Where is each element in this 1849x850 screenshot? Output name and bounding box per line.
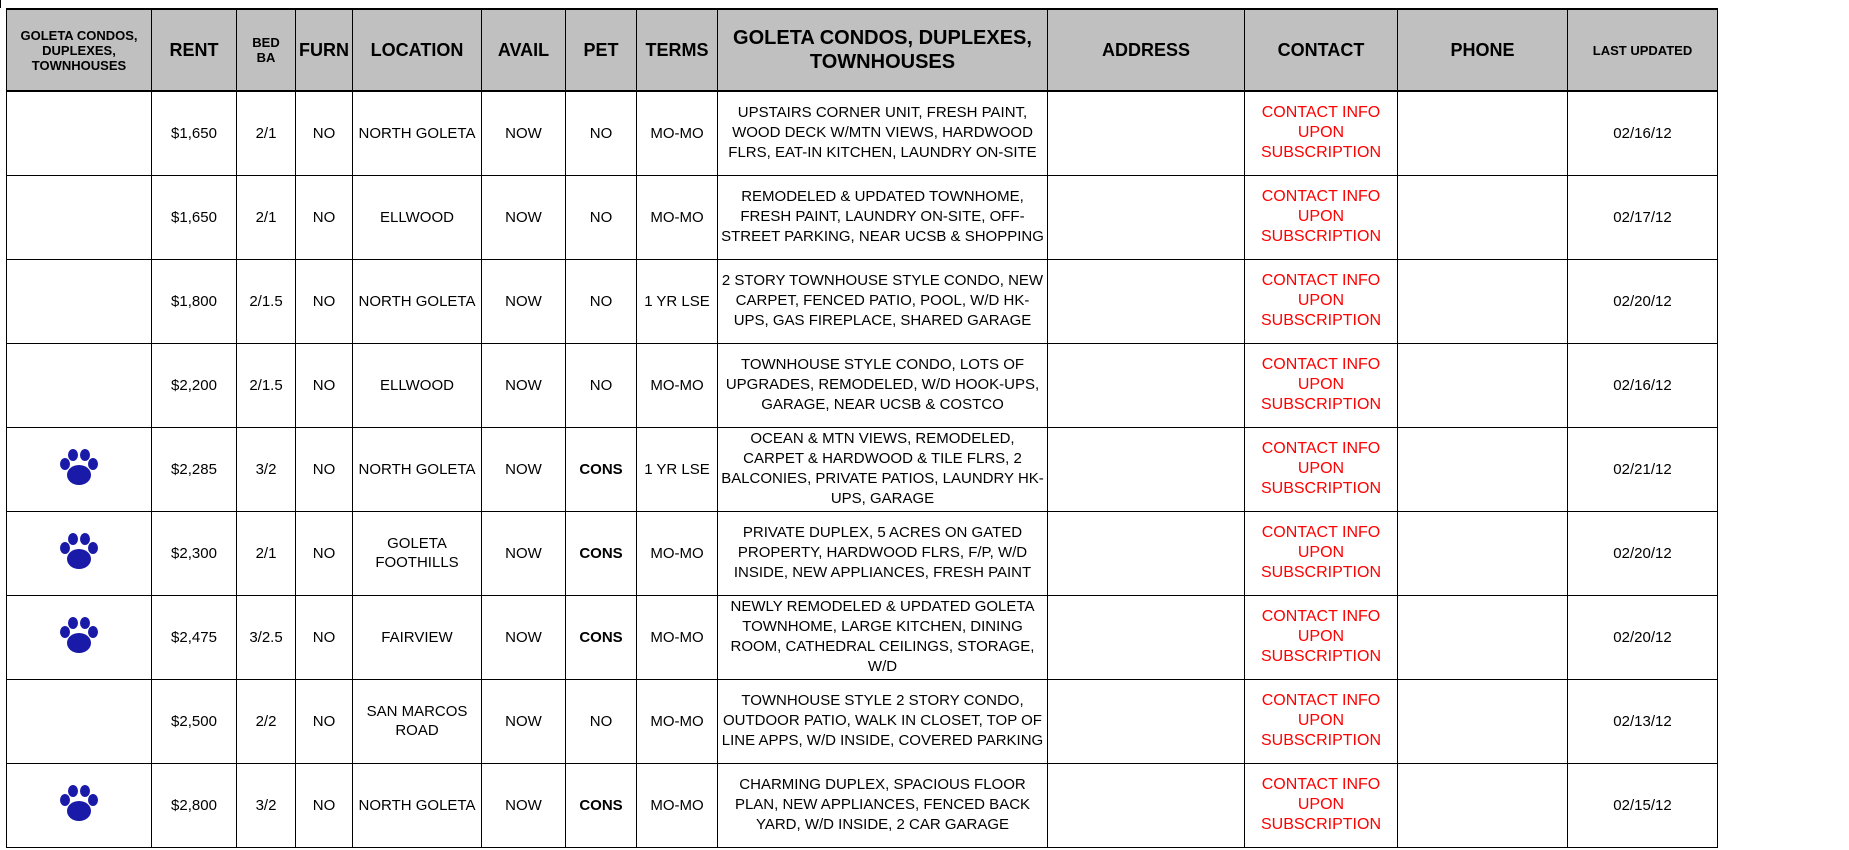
- description-cell[interactable]: UPSTAIRS CORNER UNIT, FRESH PAINT, WOOD DECK W/MTN VIEWS, HARDWOOD FLRS, EAT-IN KITCHEN, LAUNDRY ON-SITE: [718, 91, 1048, 175]
- pet-cell[interactable]: [7, 679, 152, 763]
- header-location[interactable]: LOCATION: [353, 9, 482, 91]
- last-updated-cell[interactable]: 02/17/12: [1568, 175, 1718, 259]
- furn-cell[interactable]: NO: [296, 175, 353, 259]
- header-bed: BED: [252, 35, 280, 50]
- bed-ba-cell[interactable]: 2/1.5: [237, 259, 296, 343]
- header-phone[interactable]: PHONE: [1398, 9, 1568, 91]
- furn-cell[interactable]: NO: [296, 763, 353, 847]
- rent-cell[interactable]: $2,200: [152, 343, 237, 427]
- last-updated-cell[interactable]: 02/21/12: [1568, 427, 1718, 511]
- avail-cell[interactable]: NOW: [482, 91, 566, 175]
- header-pet[interactable]: PET: [566, 9, 637, 91]
- header-rent[interactable]: RENT: [152, 9, 237, 91]
- rent-cell[interactable]: $2,500: [152, 679, 237, 763]
- furn-cell[interactable]: NO: [296, 343, 353, 427]
- avail-cell[interactable]: NOW: [482, 595, 566, 679]
- phone-cell[interactable]: [1398, 763, 1568, 847]
- description-cell[interactable]: OCEAN & MTN VIEWS, REMODELED, CARPET & HARDWOOD & TILE FLRS, 2 BALCONIES, PRIVATE PATIOS, LAUNDRY HK-UPS, GARAGE: [718, 427, 1048, 511]
- terms-cell[interactable]: MO-MO: [637, 343, 718, 427]
- pet-cell[interactable]: [7, 427, 152, 511]
- phone-cell[interactable]: [1398, 175, 1568, 259]
- contact-cell[interactable]: CONTACT INFO UPON SUBSCRIPTION: [1245, 91, 1398, 175]
- table-row: [7, 91, 1718, 175]
- pet-cell[interactable]: [7, 511, 152, 595]
- rent-cell[interactable]: $1,650: [152, 175, 237, 259]
- address-cell[interactable]: [1048, 259, 1245, 343]
- rent-cell[interactable]: $1,650: [152, 91, 237, 175]
- last-updated-cell[interactable]: 02/16/12: [1568, 343, 1718, 427]
- description-cell[interactable]: TOWNHOUSE STYLE CONDO, LOTS OF UPGRADES, REMODELED, W/D HOOK-UPS, GARAGE, NEAR UCSB & COSTCO: [718, 343, 1048, 427]
- phone-cell[interactable]: [1398, 427, 1568, 511]
- location-cell[interactable]: FAIRVIEW: [353, 595, 482, 679]
- bed-ba-cell[interactable]: 3/2: [237, 763, 296, 847]
- last-updated-cell[interactable]: 02/20/12: [1568, 511, 1718, 595]
- avail-cell[interactable]: NOW: [482, 343, 566, 427]
- location-cell[interactable]: GOLETA FOOTHILLS: [353, 511, 482, 595]
- header-contact[interactable]: CONTACT: [1245, 9, 1398, 91]
- pet-cell[interactable]: [7, 595, 152, 679]
- terms-cell[interactable]: 1 YR LSE: [637, 259, 718, 343]
- location-cell[interactable]: ELLWOOD: [353, 343, 482, 427]
- pet-policy-cell[interactable]: CONS: [566, 595, 637, 679]
- address-cell[interactable]: [1048, 175, 1245, 259]
- furn-cell[interactable]: NO: [296, 511, 353, 595]
- location-cell[interactable]: NORTH GOLETA: [353, 259, 482, 343]
- table-row: [7, 259, 1718, 343]
- rent-cell[interactable]: $2,300: [152, 511, 237, 595]
- paw-print-icon: [56, 783, 102, 823]
- bed-ba-cell[interactable]: 3/2: [237, 427, 296, 511]
- terms-cell[interactable]: MO-MO: [637, 763, 718, 847]
- last-updated-cell[interactable]: 02/13/12: [1568, 679, 1718, 763]
- contact-cell[interactable]: CONTACT INFO UPON SUBSCRIPTION: [1245, 763, 1398, 847]
- bed-ba-cell[interactable]: 2/1: [237, 91, 296, 175]
- contact-cell[interactable]: CONTACT INFO UPON SUBSCRIPTION: [1245, 679, 1398, 763]
- pet-policy-cell[interactable]: CONS: [566, 427, 637, 511]
- header-address[interactable]: ADDRESS: [1048, 9, 1245, 91]
- table-row: [7, 343, 1718, 427]
- avail-cell[interactable]: NOW: [482, 511, 566, 595]
- location-cell[interactable]: NORTH GOLETA: [353, 427, 482, 511]
- pet-policy-cell[interactable]: CONS: [566, 763, 637, 847]
- pet-cell[interactable]: [7, 91, 152, 175]
- furn-cell[interactable]: NO: [296, 259, 353, 343]
- description-cell[interactable]: 2 STORY TOWNHOUSE STYLE CONDO, NEW CARPET, FENCED PATIO, POOL, W/D HK-UPS, GAS FIREPLACE, SHARED GARAGE: [718, 259, 1048, 343]
- description-cell[interactable]: REMODELED & UPDATED TOWNHOME, FRESH PAINT, LAUNDRY ON-SITE, OFF-STREET PARKING, NEAR UCSB & SHOPPING: [718, 175, 1048, 259]
- pet-cell[interactable]: [7, 763, 152, 847]
- furn-cell[interactable]: NO: [296, 91, 353, 175]
- bed-ba-cell[interactable]: 3/2.5: [237, 595, 296, 679]
- last-updated-cell[interactable]: 02/15/12: [1568, 763, 1718, 847]
- last-updated-cell[interactable]: 02/20/12: [1568, 259, 1718, 343]
- avail-cell[interactable]: NOW: [482, 427, 566, 511]
- pet-cell[interactable]: [7, 343, 152, 427]
- bed-ba-cell[interactable]: 2/1: [237, 175, 296, 259]
- rent-cell[interactable]: $2,285: [152, 427, 237, 511]
- paw-print-icon: [56, 447, 102, 487]
- phone-cell[interactable]: [1398, 343, 1568, 427]
- description-cell[interactable]: TOWNHOUSE STYLE 2 STORY CONDO, OUTDOOR PATIO, WALK IN CLOSET, TOP OF LINE APPS, W/D INSIDE, COVERED PARKING: [718, 679, 1048, 763]
- rent-cell[interactable]: $2,800: [152, 763, 237, 847]
- terms-cell[interactable]: MO-MO: [637, 511, 718, 595]
- location-cell[interactable]: NORTH GOLETA: [353, 763, 482, 847]
- description-cell[interactable]: NEWLY REMODELED & UPDATED GOLETA TOWNHOME, LARGE KITCHEN, DINING ROOM, CATHEDRAL CEILINGS, STORAGE, W/D: [718, 595, 1048, 679]
- address-cell[interactable]: [1048, 427, 1245, 511]
- furn-cell[interactable]: NO: [296, 595, 353, 679]
- avail-cell[interactable]: NOW: [482, 679, 566, 763]
- terms-cell[interactable]: MO-MO: [637, 175, 718, 259]
- contact-cell[interactable]: CONTACT INFO UPON SUBSCRIPTION: [1245, 175, 1398, 259]
- location-cell[interactable]: ELLWOOD: [353, 175, 482, 259]
- phone-cell[interactable]: [1398, 91, 1568, 175]
- location-cell[interactable]: NORTH GOLETA: [353, 91, 482, 175]
- location-cell[interactable]: SAN MARCOS ROAD: [353, 679, 482, 763]
- pet-policy-cell[interactable]: NO: [566, 259, 637, 343]
- address-cell[interactable]: [1048, 343, 1245, 427]
- terms-cell[interactable]: 1 YR LSE: [637, 427, 718, 511]
- pet-policy-cell[interactable]: NO: [566, 175, 637, 259]
- pet-policy-cell[interactable]: NO: [566, 91, 637, 175]
- phone-cell[interactable]: [1398, 595, 1568, 679]
- contact-cell[interactable]: CONTACT INFO UPON SUBSCRIPTION: [1245, 595, 1398, 679]
- pet-cell[interactable]: [7, 175, 152, 259]
- address-cell[interactable]: [1048, 511, 1245, 595]
- bed-ba-cell[interactable]: 2/2: [237, 679, 296, 763]
- listings-table: [6, 8, 1718, 848]
- description-cell[interactable]: PRIVATE DUPLEX, 5 ACRES ON GATED PROPERTY, HARDWOOD FLRS, F/P, W/D INSIDE, NEW APPLIANCES, FRESH PAINT: [718, 511, 1048, 595]
- paw-print-icon: [56, 531, 102, 571]
- contact-cell[interactable]: CONTACT INFO UPON SUBSCRIPTION: [1245, 343, 1398, 427]
- sheet-top-strip: [0, 0, 1849, 8]
- pet-policy-cell[interactable]: NO: [566, 679, 637, 763]
- rent-cell[interactable]: $1,800: [152, 259, 237, 343]
- header-row: [7, 9, 1718, 91]
- phone-cell[interactable]: [1398, 679, 1568, 763]
- terms-cell[interactable]: MO-MO: [637, 91, 718, 175]
- bed-ba-cell[interactable]: 2/1: [237, 511, 296, 595]
- header-terms[interactable]: TERMS: [637, 9, 718, 91]
- pet-policy-cell[interactable]: CONS: [566, 511, 637, 595]
- table-row: [7, 595, 1718, 679]
- header-description[interactable]: GOLETA CONDOS, DUPLEXES, TOWNHOUSES: [718, 9, 1048, 91]
- address-cell[interactable]: [1048, 763, 1245, 847]
- header-avail[interactable]: AVAIL: [482, 9, 566, 91]
- avail-cell[interactable]: NOW: [482, 259, 566, 343]
- last-updated-cell[interactable]: 02/20/12: [1568, 595, 1718, 679]
- address-cell[interactable]: [1048, 91, 1245, 175]
- header-ba: BA: [256, 50, 276, 65]
- rent-cell[interactable]: $2,475: [152, 595, 237, 679]
- table-row: [7, 427, 1718, 511]
- address-cell[interactable]: [1048, 679, 1245, 763]
- furn-cell[interactable]: NO: [296, 427, 353, 511]
- description-cell[interactable]: CHARMING DUPLEX, SPACIOUS FLOOR PLAN, NEW APPLIANCES, FENCED BACK YARD, W/D INSIDE, 2 CAR GARAGE: [718, 763, 1048, 847]
- table-row: [7, 511, 1718, 595]
- avail-cell[interactable]: NOW: [482, 763, 566, 847]
- header-category[interactable]: GOLETA CONDOS, DUPLEXES, TOWNHOUSES: [7, 9, 152, 91]
- header-last-updated[interactable]: LAST UPDATED: [1568, 9, 1718, 91]
- terms-cell[interactable]: MO-MO: [637, 679, 718, 763]
- contact-cell[interactable]: CONTACT INFO UPON SUBSCRIPTION: [1245, 259, 1398, 343]
- table-row: [7, 763, 1718, 847]
- bed-ba-cell[interactable]: 2/1.5: [237, 343, 296, 427]
- listings-body: [7, 91, 1718, 847]
- header-bed-ba[interactable]: [237, 9, 296, 91]
- terms-cell[interactable]: MO-MO: [637, 595, 718, 679]
- address-cell[interactable]: [1048, 595, 1245, 679]
- contact-cell[interactable]: CONTACT INFO UPON SUBSCRIPTION: [1245, 427, 1398, 511]
- pet-cell[interactable]: [7, 259, 152, 343]
- phone-cell[interactable]: [1398, 511, 1568, 595]
- contact-cell[interactable]: CONTACT INFO UPON SUBSCRIPTION: [1245, 511, 1398, 595]
- paw-print-icon: [56, 615, 102, 655]
- last-updated-cell[interactable]: 02/16/12: [1568, 91, 1718, 175]
- table-row: [7, 175, 1718, 259]
- furn-cell[interactable]: NO: [296, 679, 353, 763]
- header-furn[interactable]: FURN: [296, 9, 353, 91]
- avail-cell[interactable]: NOW: [482, 175, 566, 259]
- phone-cell[interactable]: [1398, 259, 1568, 343]
- table-row: [7, 679, 1718, 763]
- pet-policy-cell[interactable]: NO: [566, 343, 637, 427]
